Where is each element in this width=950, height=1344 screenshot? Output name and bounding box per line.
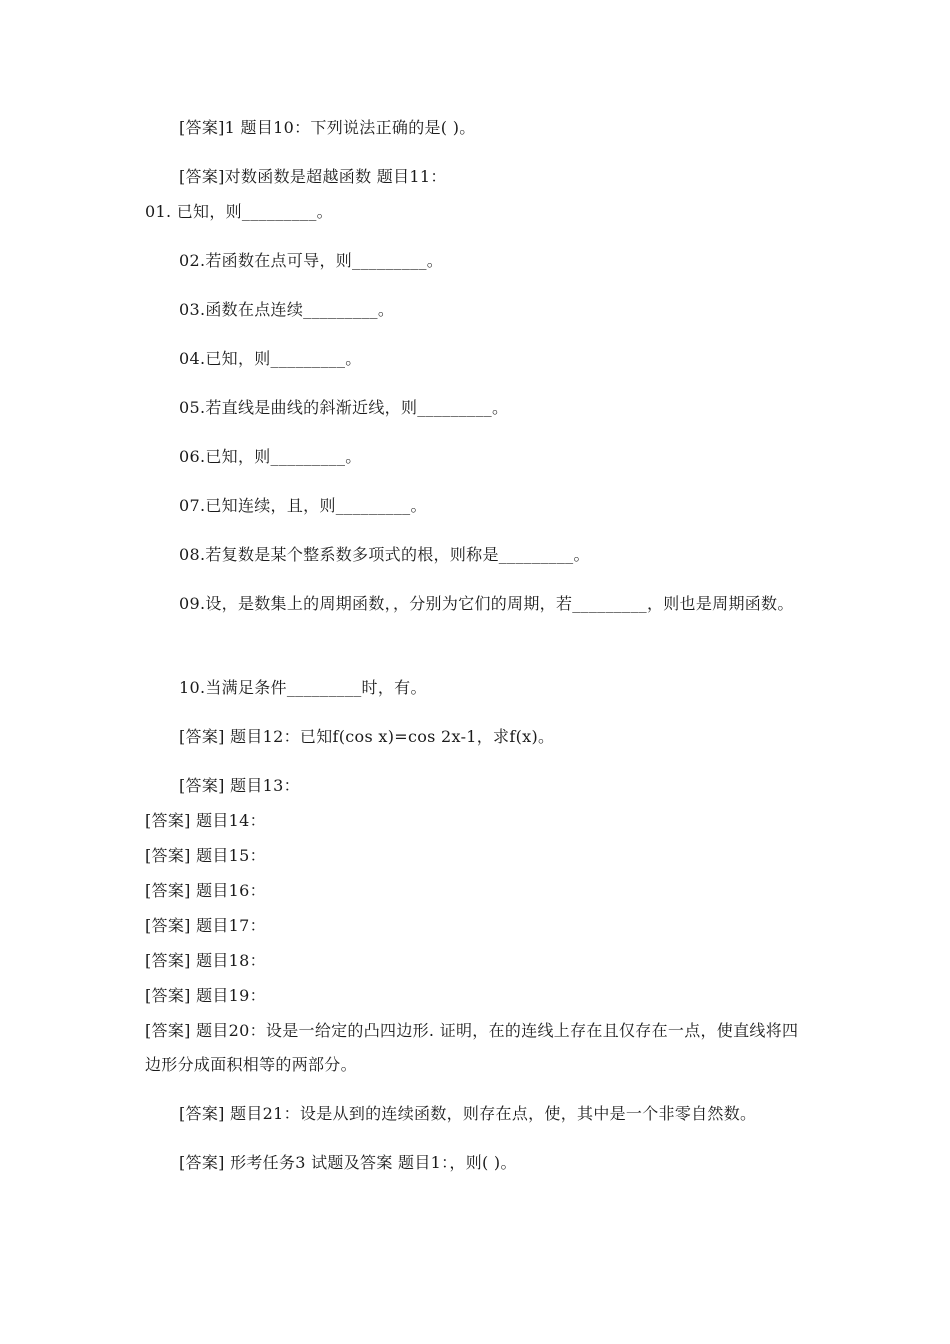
answer-q20-line: [答案] 题目20：设是一给定的凸四边形. 证明，在的连线上存在且仅存在一点，使直线将四边形分成面积相等的两部分。: [145, 1021, 799, 1074]
fill-item-01: 01. 已知，则_________。: [145, 202, 333, 221]
answer-q19-line: [答案] 题目19：: [145, 986, 266, 1005]
fill-item-05: 05.若直线是曲线的斜渐近线，则_________。: [179, 398, 509, 417]
answer-q16-line: [答案] 题目16：: [145, 881, 266, 900]
answer-q17-line: [答案] 题目17：: [145, 916, 266, 935]
fill-item-06: 06.已知，则_________。: [179, 447, 362, 466]
answer-q11-line: [答案]对数函数是超越函数 题目11：: [179, 167, 447, 186]
answer-q14-line: [答案] 题目14：: [145, 811, 266, 830]
fill-item-03: 03.函数在点连续_________。: [179, 300, 395, 319]
answer-q21-line: [答案] 题目21：设是从到的连续函数，则存在点，使，其中是一个非零自然数。: [179, 1104, 757, 1123]
answer-q13-line: [答案] 题目13：: [179, 776, 300, 795]
fill-item-07: 07.已知连续，且，则_________。: [179, 496, 427, 515]
answer-q15-line: [答案] 题目15：: [145, 846, 266, 865]
fill-item-09: 09.设，是数集上的周期函数，，分别为它们的周期，若_________，则也是周期函数。: [179, 594, 794, 613]
answer-q18-line: [答案] 题目18：: [145, 951, 266, 970]
fill-item-04: 04.已知，则_________。: [179, 349, 362, 368]
fill-item-02: 02.若函数在点可导，则_________。: [179, 251, 444, 270]
task3-q1-line: [答案] 形考任务3 试题及答案 题目1：，则( )。: [179, 1153, 517, 1172]
answer-q10-line: [答案]1 题目10：下列说法正确的是( )。: [179, 118, 476, 137]
fill-item-10: 10.当满足条件_________时，有。: [179, 678, 427, 697]
answer-q12-line: [答案] 题目12：已知f(cos x)=cos 2x-1，求f(x)。: [179, 727, 555, 746]
fill-item-08: 08.若复数是某个整系数多项式的根，则称是_________。: [179, 545, 590, 564]
